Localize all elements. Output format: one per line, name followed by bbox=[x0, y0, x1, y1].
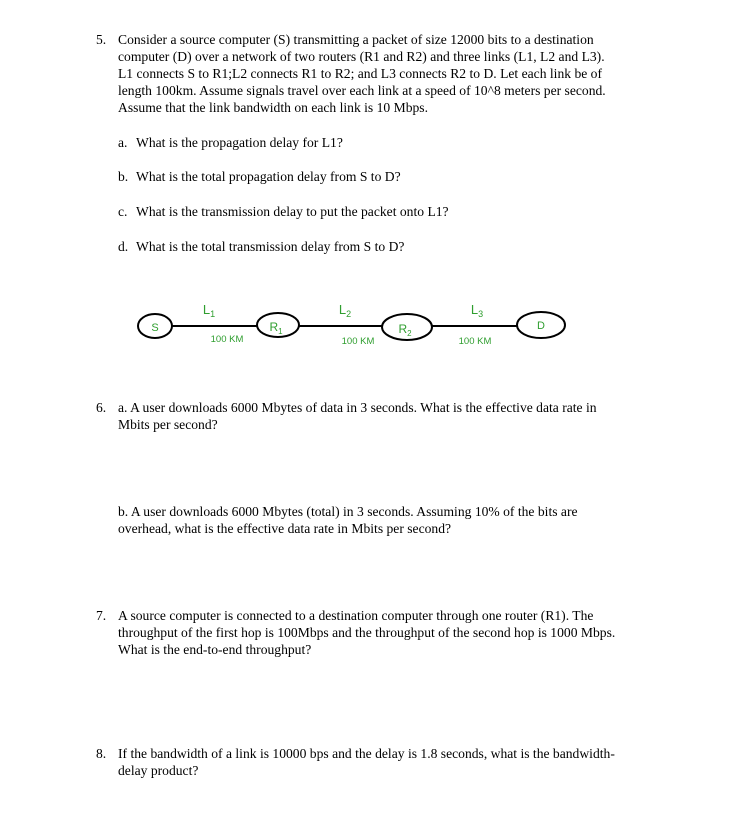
question-5a-text: What is the propagation delay for L1? bbox=[136, 135, 343, 150]
node-d-label: D bbox=[537, 320, 545, 332]
question-7-line: A source computer is connected to a destination computer through one router (R1). The bbox=[118, 608, 594, 623]
question-6a-line: a. A user downloads 6000 Mbytes of data in 3 seconds. What is the effective data rate in bbox=[118, 400, 597, 415]
question-5-number: 5. bbox=[96, 32, 107, 47]
question-8-number: 8. bbox=[96, 746, 107, 761]
question-5c bbox=[118, 203, 449, 220]
question-5-line: Consider a source computer (S) transmitting a packet of size 12000 bits to a destination bbox=[118, 32, 594, 47]
question-5b bbox=[118, 168, 401, 185]
question-8-line: If the bandwidth of a link is 10000 bps and the delay is 1.8 seconds, what is the bandwidth- bbox=[118, 746, 615, 761]
link-l1-label: $L_1$ bbox=[202, 302, 216, 319]
question-6b-line: overhead, what is the effective data rate in Mbits per second? bbox=[118, 521, 452, 536]
question-5-line: computer (D) over a network of two routers (R1 and R2) and three links (L1, L2 and L3). bbox=[118, 49, 605, 64]
question-5c-text: What is the transmission delay to put the packet onto L1? bbox=[136, 204, 449, 219]
question-6a-line: Mbits per second? bbox=[118, 417, 218, 432]
node-r2-label: $R_2$ bbox=[398, 322, 412, 338]
question-5-line: Assume that the link bandwidth on each link is 10 Mbps. bbox=[118, 100, 428, 115]
link-l3-length: 100 KM bbox=[458, 336, 492, 347]
question-5-line: L1 connects S to R1;L2 connects R1 to R2; and L3 connects R2 to D. Let each link be of bbox=[118, 66, 602, 81]
question-5d-label: d. bbox=[118, 239, 129, 254]
question-5c-label: c. bbox=[118, 204, 128, 219]
link-l2-label: $L_2$ bbox=[338, 302, 352, 319]
question-8-line: delay product? bbox=[118, 763, 199, 778]
question-5a-label: a. bbox=[118, 135, 128, 150]
question-5b-text: What is the total propagation delay from S to D? bbox=[136, 169, 401, 184]
question-7-line: throughput of the first hop is 100Mbps and the throughput of the second hop is 1000 Mbps. bbox=[118, 625, 616, 640]
link-l2-length: 100 KM bbox=[341, 336, 375, 347]
question-5d-text: What is the total transmission delay from S to D? bbox=[136, 239, 405, 254]
question-5b-label: b. bbox=[118, 169, 129, 184]
node-r1-label: $R_1$ bbox=[269, 320, 283, 336]
network-diagram bbox=[0, 290, 747, 360]
link-l1-length: 100 KM bbox=[210, 334, 244, 345]
question-5-line: length 100km. Assume signals travel over each link at a speed of 10^8 meters per second. bbox=[118, 83, 606, 98]
question-5d bbox=[118, 238, 404, 255]
question-7-number: 7. bbox=[96, 608, 107, 623]
question-7-line: What is the end-to-end throughput? bbox=[118, 642, 312, 657]
question-6b-line: b. A user downloads 6000 Mbytes (total) in 3 seconds. Assuming 10% of the bits are bbox=[118, 504, 578, 519]
question-6-number: 6. bbox=[96, 400, 107, 415]
node-s-label: S bbox=[151, 322, 159, 334]
link-l3-label: $L_3$ bbox=[470, 302, 484, 319]
question-5a bbox=[118, 134, 343, 151]
